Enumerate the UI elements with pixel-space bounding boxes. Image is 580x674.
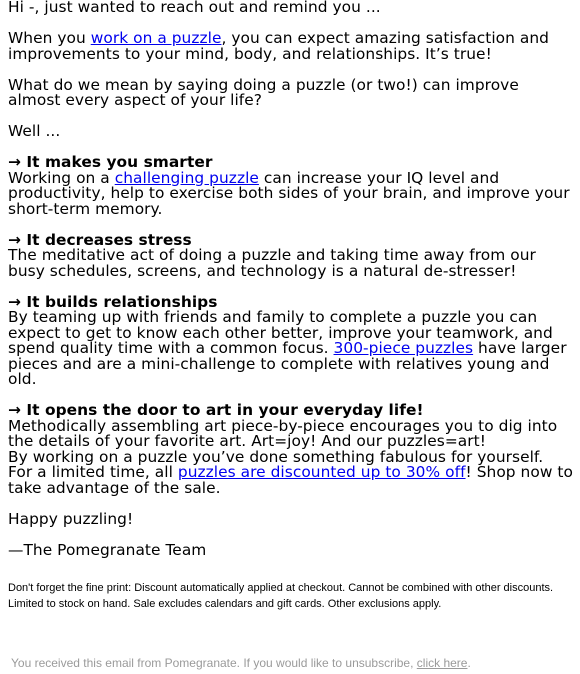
point-heading: → It builds relationships	[8, 292, 218, 311]
signature: —The Pomegranate Team	[8, 540, 207, 559]
intro-text-start: When you	[8, 29, 91, 47]
point-text-end: can increase your IQ level and productivity, help to exercise both sides of your brain, and improve your short-term memory.	[8, 168, 570, 218]
sale-paragraph	[8, 465, 574, 496]
point-body	[8, 310, 574, 388]
point-text-start: By teaming up with friends and family to complete a puzzle you can expect to get to know each other better, improve your teamwork, and spend quality time with a common focus.	[8, 308, 553, 357]
fine-print	[8, 581, 568, 612]
email-body	[8, 0, 574, 558]
point-body: The meditative act of doing a puzzle and taking time away from our busy schedules, screens, and technology is a natural de-stresser!	[8, 246, 536, 280]
question-paragraph: What do we mean by saying doing a puzzle (or two!) can improve almost every aspect of your life?	[8, 75, 519, 109]
sale-discount-link[interactable]: puzzles are discounted up to 30% off	[177, 463, 466, 481]
point-art	[8, 403, 574, 496]
point-heading: → It decreases stress	[8, 230, 192, 249]
footer-period: .	[467, 656, 471, 670]
greeting: Hi -, just wanted to reach out and remind you ...	[8, 0, 381, 16]
fine-print-text: Don't forget the fine print: Discount automatically applied at checkout. Cannot be combined with other discounts. Limited to stock on hand. Sale excludes calendars and gift cards. Other exclusions apply.	[8, 582, 554, 610]
point-text-start: Working on a	[8, 168, 115, 187]
intro-paragraph	[8, 31, 574, 62]
point-heading: → It makes you smarter	[8, 153, 213, 171]
point-smarter	[8, 155, 574, 217]
point-relationships	[8, 292, 574, 388]
closing-line: By working on a puzzle you’ve done something fabulous for yourself.	[8, 447, 544, 466]
sale-text-end: ! Shop now to take advantage of the sale.	[8, 463, 573, 497]
work-on-a-puzzle-link[interactable]: work on a puzzle	[90, 29, 222, 47]
point-body: Methodically assembling art piece-by-piece encourages you to dig into the details of your favorite art. Art=joy! And our puzzles=art!	[8, 416, 558, 450]
intro-text-end: , you can expect amazing satisfaction and improvements to your mind, body, and relationships. It’s true!	[8, 29, 549, 63]
300-piece-puzzles-link[interactable]: 300-piece puzzles	[333, 339, 474, 357]
challenging-puzzle-link[interactable]: challenging puzzle	[114, 168, 259, 187]
well-paragraph: Well ...	[8, 122, 61, 140]
point-stress	[8, 230, 574, 280]
unsubscribe-link[interactable]: click here	[416, 656, 468, 670]
signoff: Happy puzzling!	[8, 509, 134, 528]
point-body	[8, 168, 574, 218]
point-text-end: have larger pieces and are a mini-challenge to complete with relatives young and old.	[8, 339, 567, 388]
footer-text: You received this email from Pomegranate. If you would like to unsubscribe,	[11, 656, 417, 670]
point-heading: → It opens the door to art in your everyday life!	[8, 401, 424, 419]
sale-text-start: For a limited time, all	[8, 463, 178, 481]
email-footer	[11, 656, 571, 671]
